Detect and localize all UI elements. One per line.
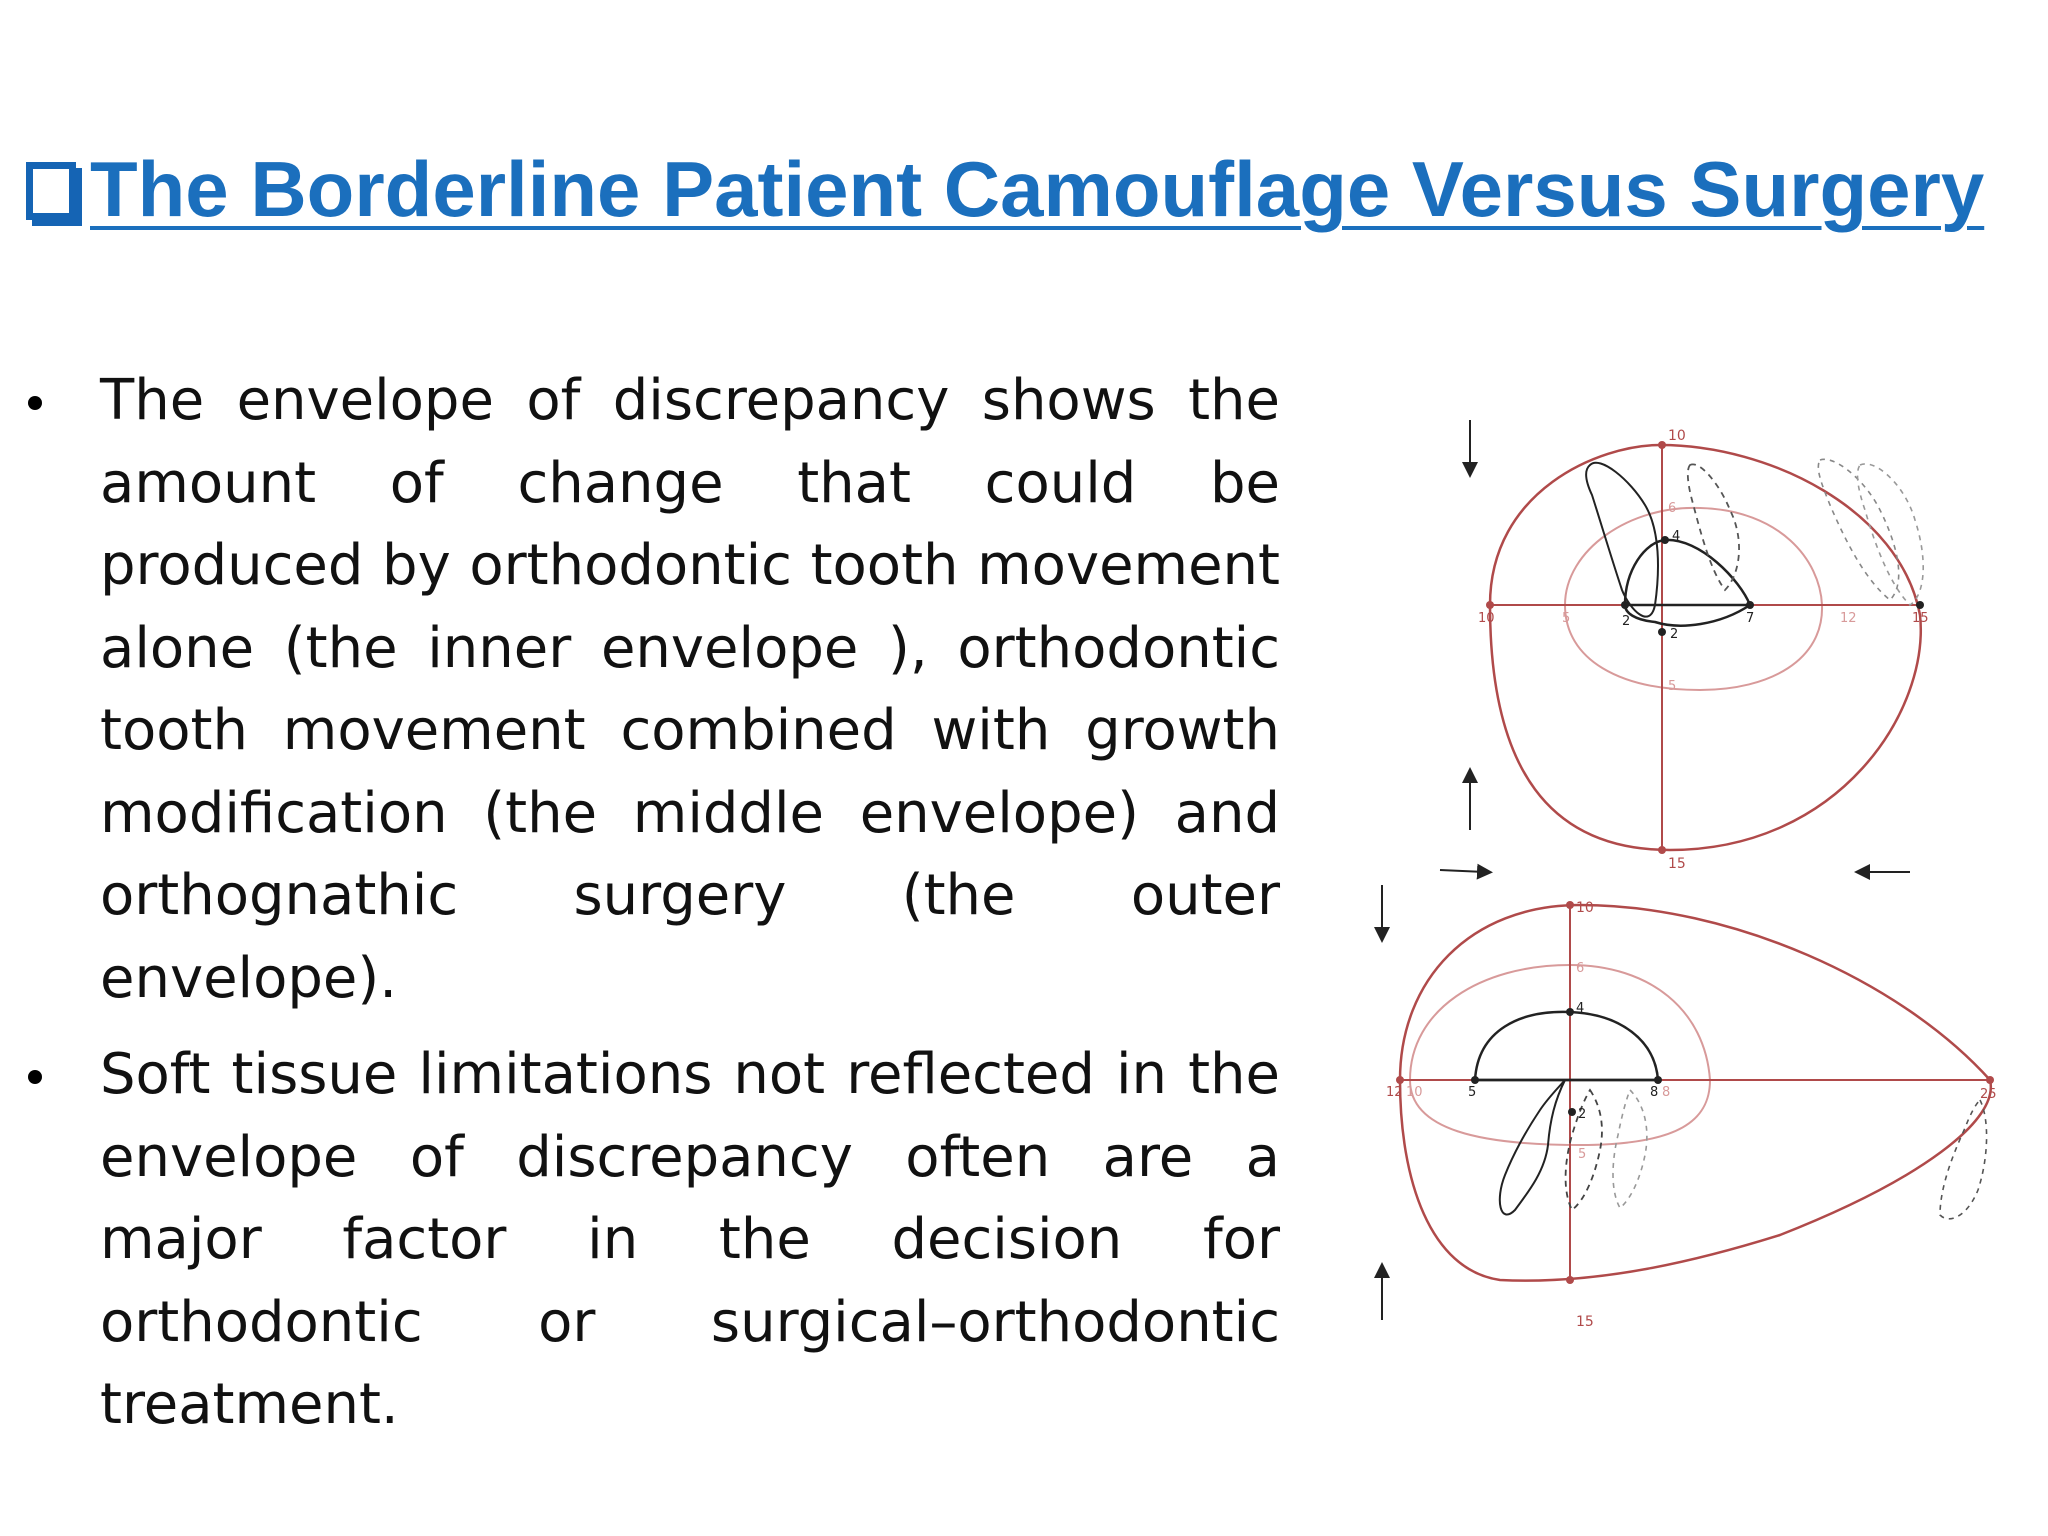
top-dashed-tooth-1 [1688,464,1739,590]
bottom-middle-envelope [1410,965,1710,1145]
bottom-outer-envelope [1400,905,1991,1281]
envelope-diagrams [1300,400,2040,1360]
bottom-envelope-diagram [1382,885,1997,1330]
bottom-label-right-middle: 8 [1662,1085,1671,1100]
bottom-label-top: 10 [1576,900,1594,916]
top-label-right-inner: 7 [1746,611,1755,626]
bullet-dot-icon [28,1070,42,1084]
bottom-label-bottom-outer: 15 [1576,1314,1594,1330]
bottom-dashed-tooth-2 [1613,1090,1647,1208]
top-outer-envelope [1490,445,1921,850]
bottom-label-center-low: 5 [1578,1147,1587,1162]
left-arrow-right-icon [1440,870,1485,872]
top-label-center: 2 [1670,627,1679,642]
bullet-list [20,360,1280,1461]
envelope-of-discrepancy-figure [1300,400,2040,1360]
top-envelope-diagram [1470,420,1929,872]
bullet-dot-icon [28,396,42,410]
top-dashed-tooth-3 [1858,464,1924,605]
bottom-label-right-outer: 25 [1980,1087,1997,1102]
top-label-left-inner: 2 [1622,614,1631,629]
checkbox-bullet-icon [26,162,76,220]
top-label-left-outer: 10 [1478,611,1495,626]
slide-title-row [26,145,1985,233]
top-inner-envelope [1625,540,1750,626]
top-label-right-middle: 12 [1840,611,1857,626]
top-label-left-middle: 5 [1562,611,1571,626]
top-tooth-outline [1586,463,1658,617]
top-label-bottom-middle: 5 [1668,679,1677,694]
top-label-bottom-outer: 15 [1668,856,1686,872]
top-dashed-tooth-2 [1818,459,1898,600]
bottom-label-left-outer2: 10 [1406,1085,1423,1100]
bullet-text: The envelope of discrepancy shows the amount of change that could be produced by orthodontic tooth movement alone (the inner envelope ), orthodontic tooth movement combined with growth modification (the middle envelope) and orthognathic surgery (the outer envelope). [100,368,1280,1011]
top-label-top: 10 [1668,428,1686,444]
bottom-label-inner-top: 4 [1576,1001,1585,1016]
slide-title: The Borderline Patient Camouflage Versus Surgery [90,145,1985,233]
top-label-inner-top: 4 [1672,529,1681,544]
bullet-item-soft-tissue [20,1034,1280,1447]
top-label-top-inner: 6 [1668,501,1677,516]
bottom-label-left-inner: 5 [1468,1085,1477,1100]
bullet-text: Soft tissue limitations not reflected in the envelope of discrepancy often are a major factor in the decision for orthodontic or surgical–orthodontic treatment. [100,1042,1280,1437]
bottom-label-left-outer: 12 [1386,1085,1403,1100]
bottom-label-right-inner: 8 [1650,1085,1659,1100]
bottom-label-top-middle: 6 [1576,961,1585,976]
bottom-inner-envelope [1475,1012,1658,1080]
bottom-label-center: 2 [1578,1107,1587,1122]
bottom-tooth-outline [1500,1080,1565,1215]
bullet-item-envelope [20,360,1280,1020]
top-label-right-outer: 15 [1912,611,1929,626]
